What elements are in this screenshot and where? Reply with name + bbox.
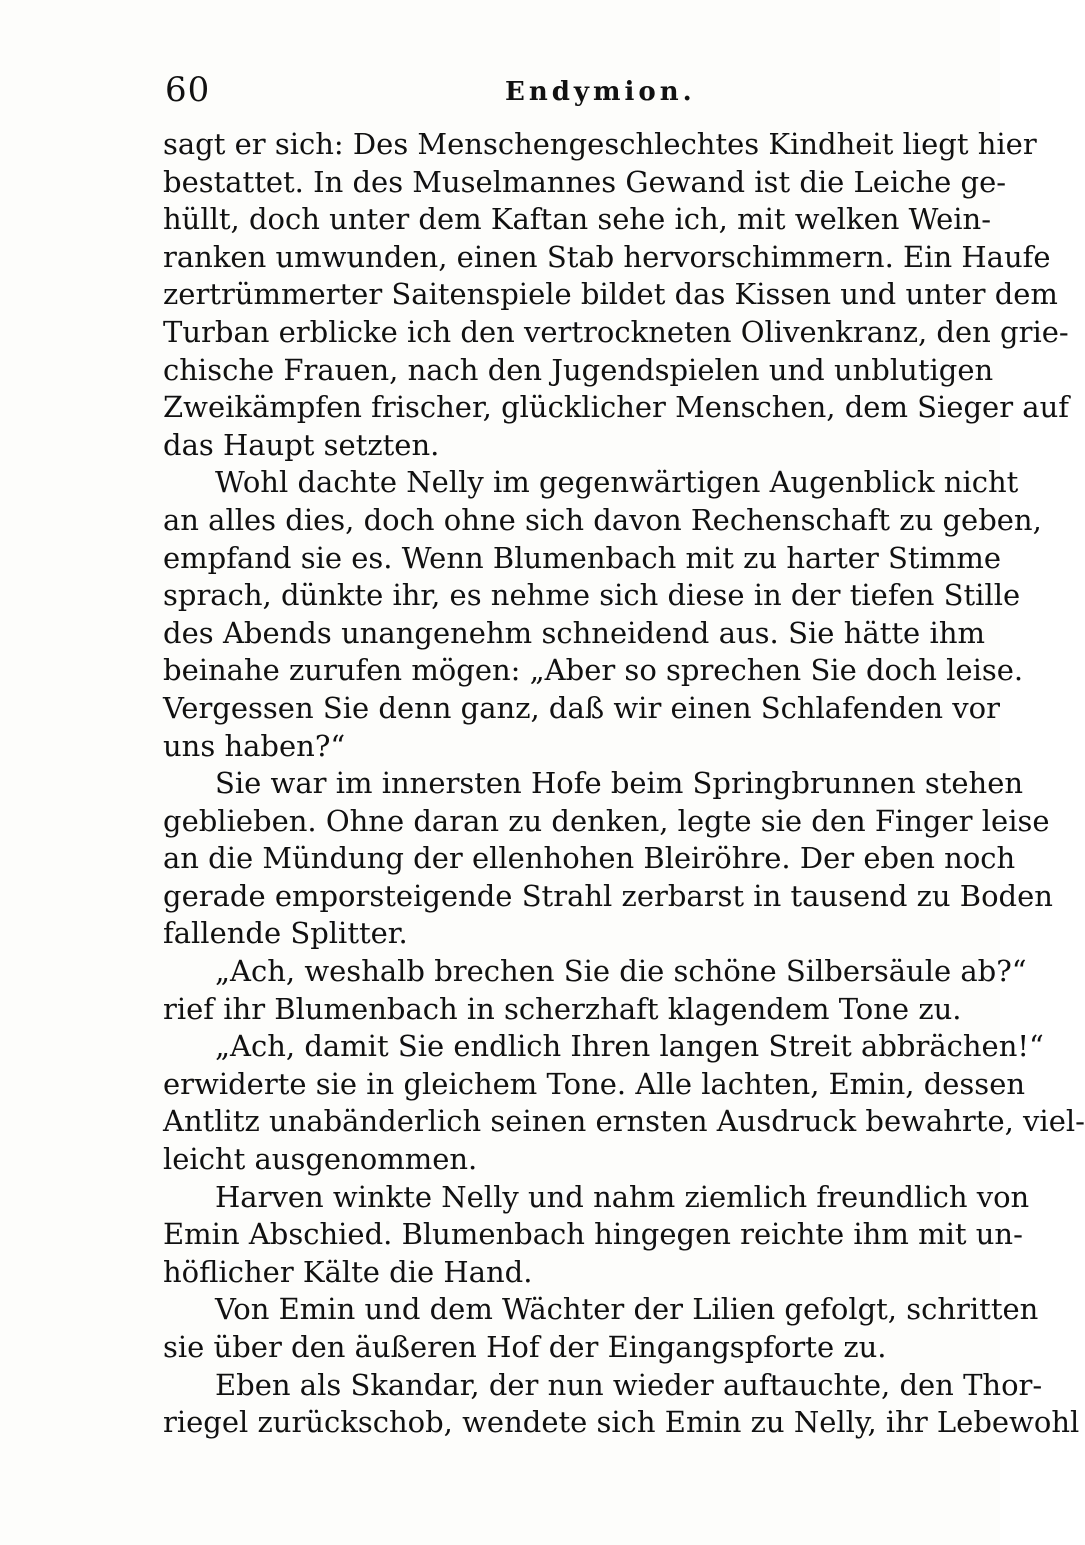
- text-line: leicht ausgenommen.: [163, 1142, 478, 1177]
- text-line: ranken umwunden, einen Stab hervorschimmern. Ein Haufe: [163, 239, 1051, 274]
- page-header: [165, 68, 985, 118]
- text-line: des Abends unangenehm schneidend aus. Sie hätte ihm: [163, 615, 985, 650]
- text-line: erwiderte sie in gleichem Tone. Alle lachten, Emin, dessen: [163, 1066, 1026, 1101]
- text-line: Von Emin und dem Wächter der Lilien gefolgt, schritten: [215, 1292, 1039, 1327]
- text-line: empfand sie es. Wenn Blumenbach mit zu harter Stimme: [163, 540, 1001, 575]
- text-line: Emin Abschied. Blumenbach hingegen reichte ihm mit un-: [163, 1217, 1023, 1252]
- text-line: Wohl dachte Nelly im gegenwärtigen Augenblick nicht: [215, 465, 1019, 500]
- text-line: Harven winkte Nelly und nahm ziemlich freundlich von: [215, 1179, 1030, 1214]
- text-line: an die Mündung der ellenhohen Bleiröhre. Der eben noch: [163, 841, 1016, 876]
- text-line: rief ihr Blumenbach in scherzhaft klagendem Tone zu.: [163, 991, 962, 1026]
- text-line: Vergessen Sie denn ganz, daß wir einen Schlafenden vor: [163, 690, 1000, 725]
- text-line: gerade emporsteigende Strahl zerbarst in tausend zu Boden: [163, 878, 1053, 913]
- text-line: Turban erblicke ich den vertrockneten Olivenkranz, den grie-: [163, 314, 1069, 349]
- text-line: fallende Splitter.: [163, 916, 408, 951]
- text-line: bestattet. In des Muselmannes Gewand ist die Leiche ge-: [163, 164, 1007, 199]
- body-text: [163, 126, 1085, 1442]
- text-line: „Ach, weshalb brechen Sie die schöne Silbersäule ab?“: [215, 954, 1027, 989]
- text-line: beinahe zurufen mögen: „Aber so sprechen Sie doch leise.: [163, 653, 1024, 688]
- text-line: Eben als Skandar, der nun wieder auftauchte, den Thor-: [215, 1367, 1043, 1402]
- text-line: hüllt, doch unter dem Kaftan sehe ich, mit welken Wein-: [163, 202, 992, 237]
- text-line: an alles dies, doch ohne sich davon Rechenschaft zu geben,: [163, 502, 1042, 537]
- text-line: Zweikämpfen frischer, glücklicher Menschen, dem Sieger auf: [163, 390, 1069, 425]
- running-head: Endymion.: [505, 77, 696, 107]
- text-line: „Ach, damit Sie endlich Ihren langen Streit abbrächen!“: [215, 1029, 1044, 1064]
- text-line: das Haupt setzten.: [163, 427, 440, 462]
- text-line: uns haben?“: [163, 728, 346, 763]
- text-line: chische Frauen, nach den Jugendspielen und unblutigen: [163, 352, 994, 387]
- text-line: zertrümmerter Saitenspiele bildet das Kissen und unter dem: [163, 277, 1058, 312]
- page-number: 60: [165, 70, 211, 110]
- text-line: sie über den äußeren Hof der Eingangspforte zu.: [163, 1330, 887, 1364]
- text-line: sagt er sich: Des Menschengeschlechtes Kindheit liegt hier: [163, 127, 1037, 161]
- text-line: Antlitz unabänderlich seinen ernsten Ausdruck bewahrte, viel-: [163, 1104, 1085, 1139]
- text-line: sprach, dünkte ihr, es nehme sich diese in der tiefen Stille: [163, 578, 1021, 613]
- text-line: höflicher Kälte die Hand.: [163, 1254, 533, 1289]
- text-line: riegel zurückschob, wendete sich Emin zu Nelly, ihr Lebewohl: [163, 1405, 1080, 1440]
- text-line: geblieben. Ohne daran zu denken, legte sie den Finger leise: [163, 803, 1050, 838]
- text-line: Sie war im innersten Hofe beim Springbrunnen stehen: [215, 766, 1024, 801]
